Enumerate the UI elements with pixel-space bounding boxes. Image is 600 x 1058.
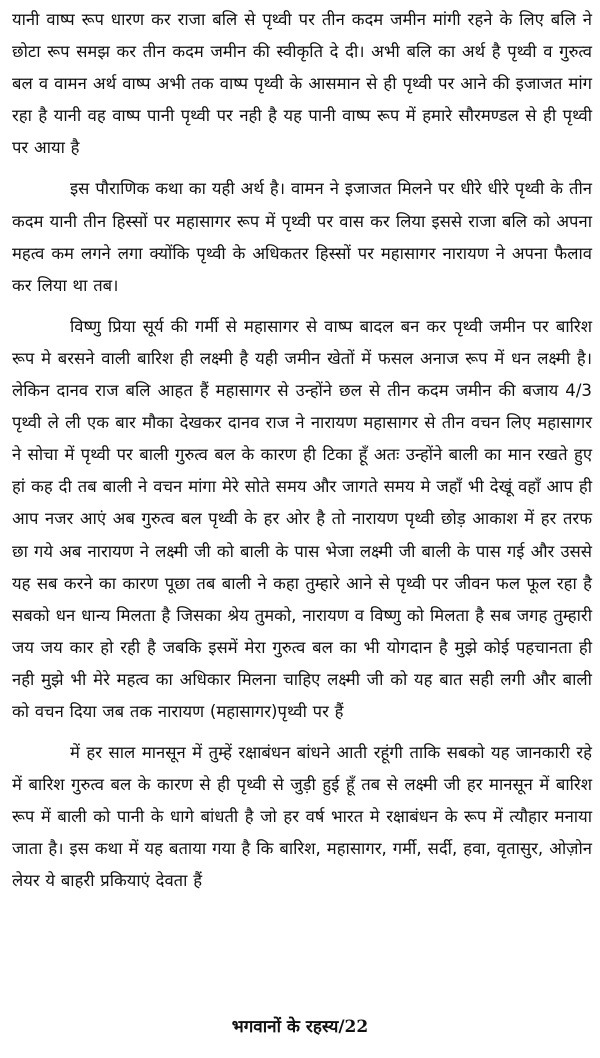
paragraph-1: यानी वाष्प रूप धारण कर राजा बलि से पृथ्वी पर तीन कदम जमीन मांगी रहने के लिए बलि ने छोटा रूप समझ कर तीन कदम जमीन की स्वीकृति दे दी। अभी बलि का अर्थ है पृथ्वी व गुरुत्व बल व वामन अर्थ वाष्प अभी तक वाष्प पृथ्वी के आसमान से ही पृथ्वी पर आने की इजाजत मांग रहा है यानी वह वाष्प पानी पृथ्वी पर नही है यह पानी वाष्प रूप में हमारे सौरमण्डल से ही पृथ्वी पर आया है [12, 10, 592, 158]
paragraph-2: इस पौराणिक कथा का यही अर्थ है। वामन ने इजाजत मिलने पर धीरे धीरे पृथ्वी के तीन कदम यानी तीन हिस्सों पर महासागर रूप में पृथ्वी पर वास कर लिया इससे राजा बलि को अपना महत्व कम लगने लगा क्योंकि पृथ्वी के अधिकतर हिस्सों पर महासागर नारायण ने अपना फैलाव कर लिया था तब। [12, 179, 592, 295]
paragraph-3: विष्णु प्रिया सूर्य की गर्मी से महासागर से वाष्प बादल बन कर पृथ्वी जमीन पर बारिश रूप मे बरसने वाली बारिश ही लक्ष्मी है यही जमीन खेतों में फसल अनाज रूप में धन लक्ष्मी है। लेकिन दानव राज बलि आहत हैं महासागर से उन्होंने छल से तीन कदम जमीन की बजाय 4/3 पृथ्वी ले ली एक बार मौका देखकर दानव राज ने नारायण महासागर से तीन वचन लिए महासागर ने सोचा में पृथ्वी पर बाली गुरुत्व बल के कारण ही टिका हूँ अतः उन्होंने बाली का मान रखते हुए हां कह दी तब बाली ने वचन मांगा मेरे सोते समय और जागते समय मे जहाँ भी देखूं वहाँ आप ही आप नजर आएं अब गुरुत्व बल पृथ्वी के हर ओर है तो नारायण पृथ्वी छोड़ आकाश में हर तरफ छा गये अब नारायण ने लक्ष्मी जी को बाली के पास भेजा लक्ष्मी जी बाली के पास गई और उससे यह सब करने का कारण पूछा तब बाली ने कहा तुम्हारे आने से पृथ्वी पर जीवन फल फूल रहा है सबको धन धान्य मिलता है जिसका श्रेय तुमको, नारायण व विष्णु को मिलता है सब जगह तुम्हारी जय जय कार हो रही है जबकि इसमें मेरा गुरुत्व बल का भी योगदान है मुझे कोई पहचानता ही नही मुझे भी मेरे महत्व का अधिकार मिलना चाहिए लक्ष्मी जी को यह बात सही लगी और बाली को वचन दिया जब तक नारायण (महासागर)पृथ्वी पर हैं [12, 316, 592, 721]
paragraph-4: में हर साल मानसून में तुम्हें रक्षाबंधन बांधने आती रहूंगी ताकि सबको यह जानकारी रहे में बारिश गुरुत्व बल के कारण से ही पृथ्वी से जुड़ी हुई हूँ तब से लक्ष्मी जी हर मानसून में बारिश रूप में बाली को पानी के धागे बांधती है जो हर वर्ष भारत मे रक्षाबंधन के रूप में त्यौहार मनाया जाता है। इस कथा में यह बताया गया है कि बारिश, महासागर, गर्मी, सर्दी, हवा, वृतासुर, ओज़ोन लेयर ये बाहरी प्रकियाएं देवता हैं [12, 743, 592, 891]
page-footer: भगवानों के रहस्य/22 [231, 1017, 369, 1037]
